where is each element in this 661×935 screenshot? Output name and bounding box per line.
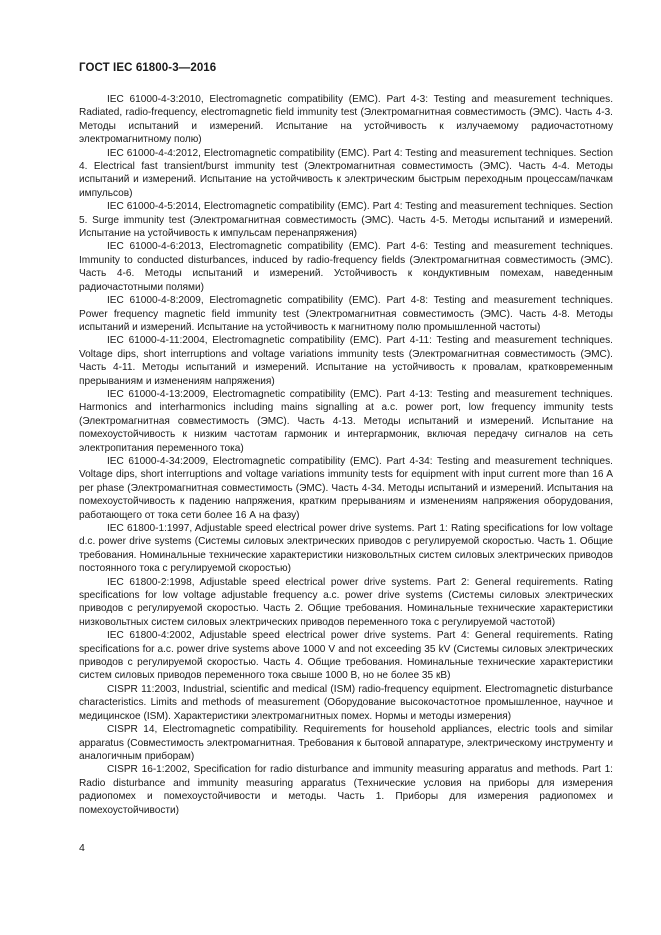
reference-entry: IEC 61800-4:2002, Adjustable speed electrical power drive systems. Part 4: General requirements. Rating specifications for a.c. power drive systems above 1000 V and not exceeding 35 kV (Системы силовых электрических приводов с регулируемой скоростью. Часть 4. Общие требования. Номинальные технические характеристики систем силовых приводов переменного тока свыше 1000 В, но не более 35 кВ) [79, 630, 613, 682]
reference-entry: CISPR 14, Electromagnetic compatibility. Requirements for household appliances, electric tools and similar apparatus (Совместимость электромагнитная. Требования к бытовой аппаратуре, электрическому инструменту и аналогичным приборам) [79, 724, 613, 762]
reference-entry: IEC 61800-1:1997, Adjustable speed electrical power drive systems. Part 1: Rating specifications for low voltage d.c. power drive systems (Системы силовых электрических приводов с регулируемой скоростью. Часть 1. Общие требования. Номинальные технические характеристики низковольтных систем силовых электрических приводов постоянного тока с регулируемой скоростью) [79, 523, 613, 575]
reference-entry: IEC 61000-4-6:2013, Electromagnetic compatibility (EMC). Part 4-6: Testing and measurement techniques. Immunity to conducted disturbances, induced by radio-frequency fields (Электромагнитная совместимость (ЭМС). Часть 4-6. Методы испытаний и измерений. Устойчивость к кондуктивным помехам, наведенным радиочастотными полями) [79, 241, 613, 293]
reference-entry: IEC 61000-4-13:2009, Electromagnetic compatibility (EMC). Part 4-13: Testing and measurement techniques. Harmonics and interharmonics including mains signalling at a.c. power port, low frequency immunity tests (Электромагнитная совместимость (ЭМС). Часть 4-13. Методы испытаний и измерений. Испытание на помехоустойчивость к низким частотам гармоник и интергармоник, включая передачу сигналов на сеть электропитания переменного тока) [79, 388, 613, 454]
reference-entry: CISPR 11:2003, Industrial, scientific and medical (ISM) radio-frequency equipment. Electromagnetic disturbance characteristics. Limits and methods of measurement (Оборудование высокочастотное промышленное, научное и медицинское (ISM). Характеристики электромагнитных помех. Нормы и методы измерения) [79, 683, 613, 722]
reference-entry: IEC 61000-4-8:2009, Electromagnetic compatibility (EMC). Part 4-8: Testing and measurement techniques. Power frequency magnetic field immunity test (Электромагнитная совместимость (ЭМС). Часть 4-8. Методы испытаний и измерений. Испытание на устойчивость к магнитному полю промышленной частоты) [79, 295, 613, 333]
reference-entry: CISPR 16-1:2002, Specification for radio disturbance and immunity measuring apparatus and methods. Part 1: Radio disturbance and immunity measuring apparatus (Технические условия на приборы для измерения радиопомех и помехоустойчивости и методы. Часть 1. Приборы для измерения радиопомех и помехоустойчивости) [79, 764, 613, 816]
normative-references-list [79, 93, 613, 817]
reference-entry: IEC 61000-4-3:2010, Electromagnetic compatibility (EMC). Part 4-3: Testing and measurement techniques. Radiated, radio-frequency, electromagnetic field immunity test (Электромагнитная совместимость (ЭМС). Часть 4-3. Методы испытаний и измерений. Испытание на устойчивость к излучаемому радиочастотному электромагнитному полю) [79, 94, 613, 146]
document-header: ГОСТ IEC 61800-3—2016 [79, 62, 217, 74]
reference-entry: IEC 61800-2:1998, Adjustable speed electrical power drive systems. Part 2: General requirements. Rating specifications for low voltage adjustable frequency a.c. power drive systems (Системы силовых электрических приводов с регулируемой скоростью. Часть 2. Общие требования. Номинальные технические характеристики низковольтных систем силовых электрических приводов переменного тока с регулируемой частотой) [79, 576, 613, 628]
page-number: 4 [79, 842, 85, 854]
reference-entry: IEC 61000-4-4:2012, Electromagnetic compatibility (EMC). Part 4: Testing and measurement techniques. Section 4. Electrical fast transient/burst immunity test (Электромагнитная совместимость (ЭМС). Часть 4-4. Методы испытаний и измерений. Испытание на устойчивость к электрическим быстрым переходным процессам/пачкам импульсов) [79, 147, 613, 199]
reference-entry: IEC 61000-4-5:2014, Electromagnetic compatibility (EMC). Part 4: Testing and measurement techniques. Section 5. Surge immunity test (Электромагнитная совместимость (ЭМС). Часть 4-5. Методы испытаний и измерений. Испытание на устойчивость к импульсам перенапряжения) [79, 201, 613, 240]
reference-entry: IEC 61000-4-34:2009, Electromagnetic compatibility (EMC). Part 4-34: Testing and measurement techniques. Voltage dips, short interruptions and voltage variations immunity tests for equipment with input current more than 16 A per phase (Электромагнитная совместимость (ЭМС). Часть 4-34. Методы испытаний и измерений. Испытания на помехоустойчивость к падению напряжения, кратким прерываниям и изменениям напряжения оборудования, работающего от тока сети более 16 А на фазу) [79, 455, 613, 521]
reference-entry: IEC 61000-4-11:2004, Electromagnetic compatibility (EMC). Part 4-11: Testing and measurement techniques. Voltage dips, short interruptions and voltage variations immunity tests (Электромагнитная совместимость (ЭМС). Часть 4-11. Методы испытаний и измерений. Испытание на устойчивость к провалам, кратковременным прерываниям и изменениям напряжения) [79, 335, 613, 387]
